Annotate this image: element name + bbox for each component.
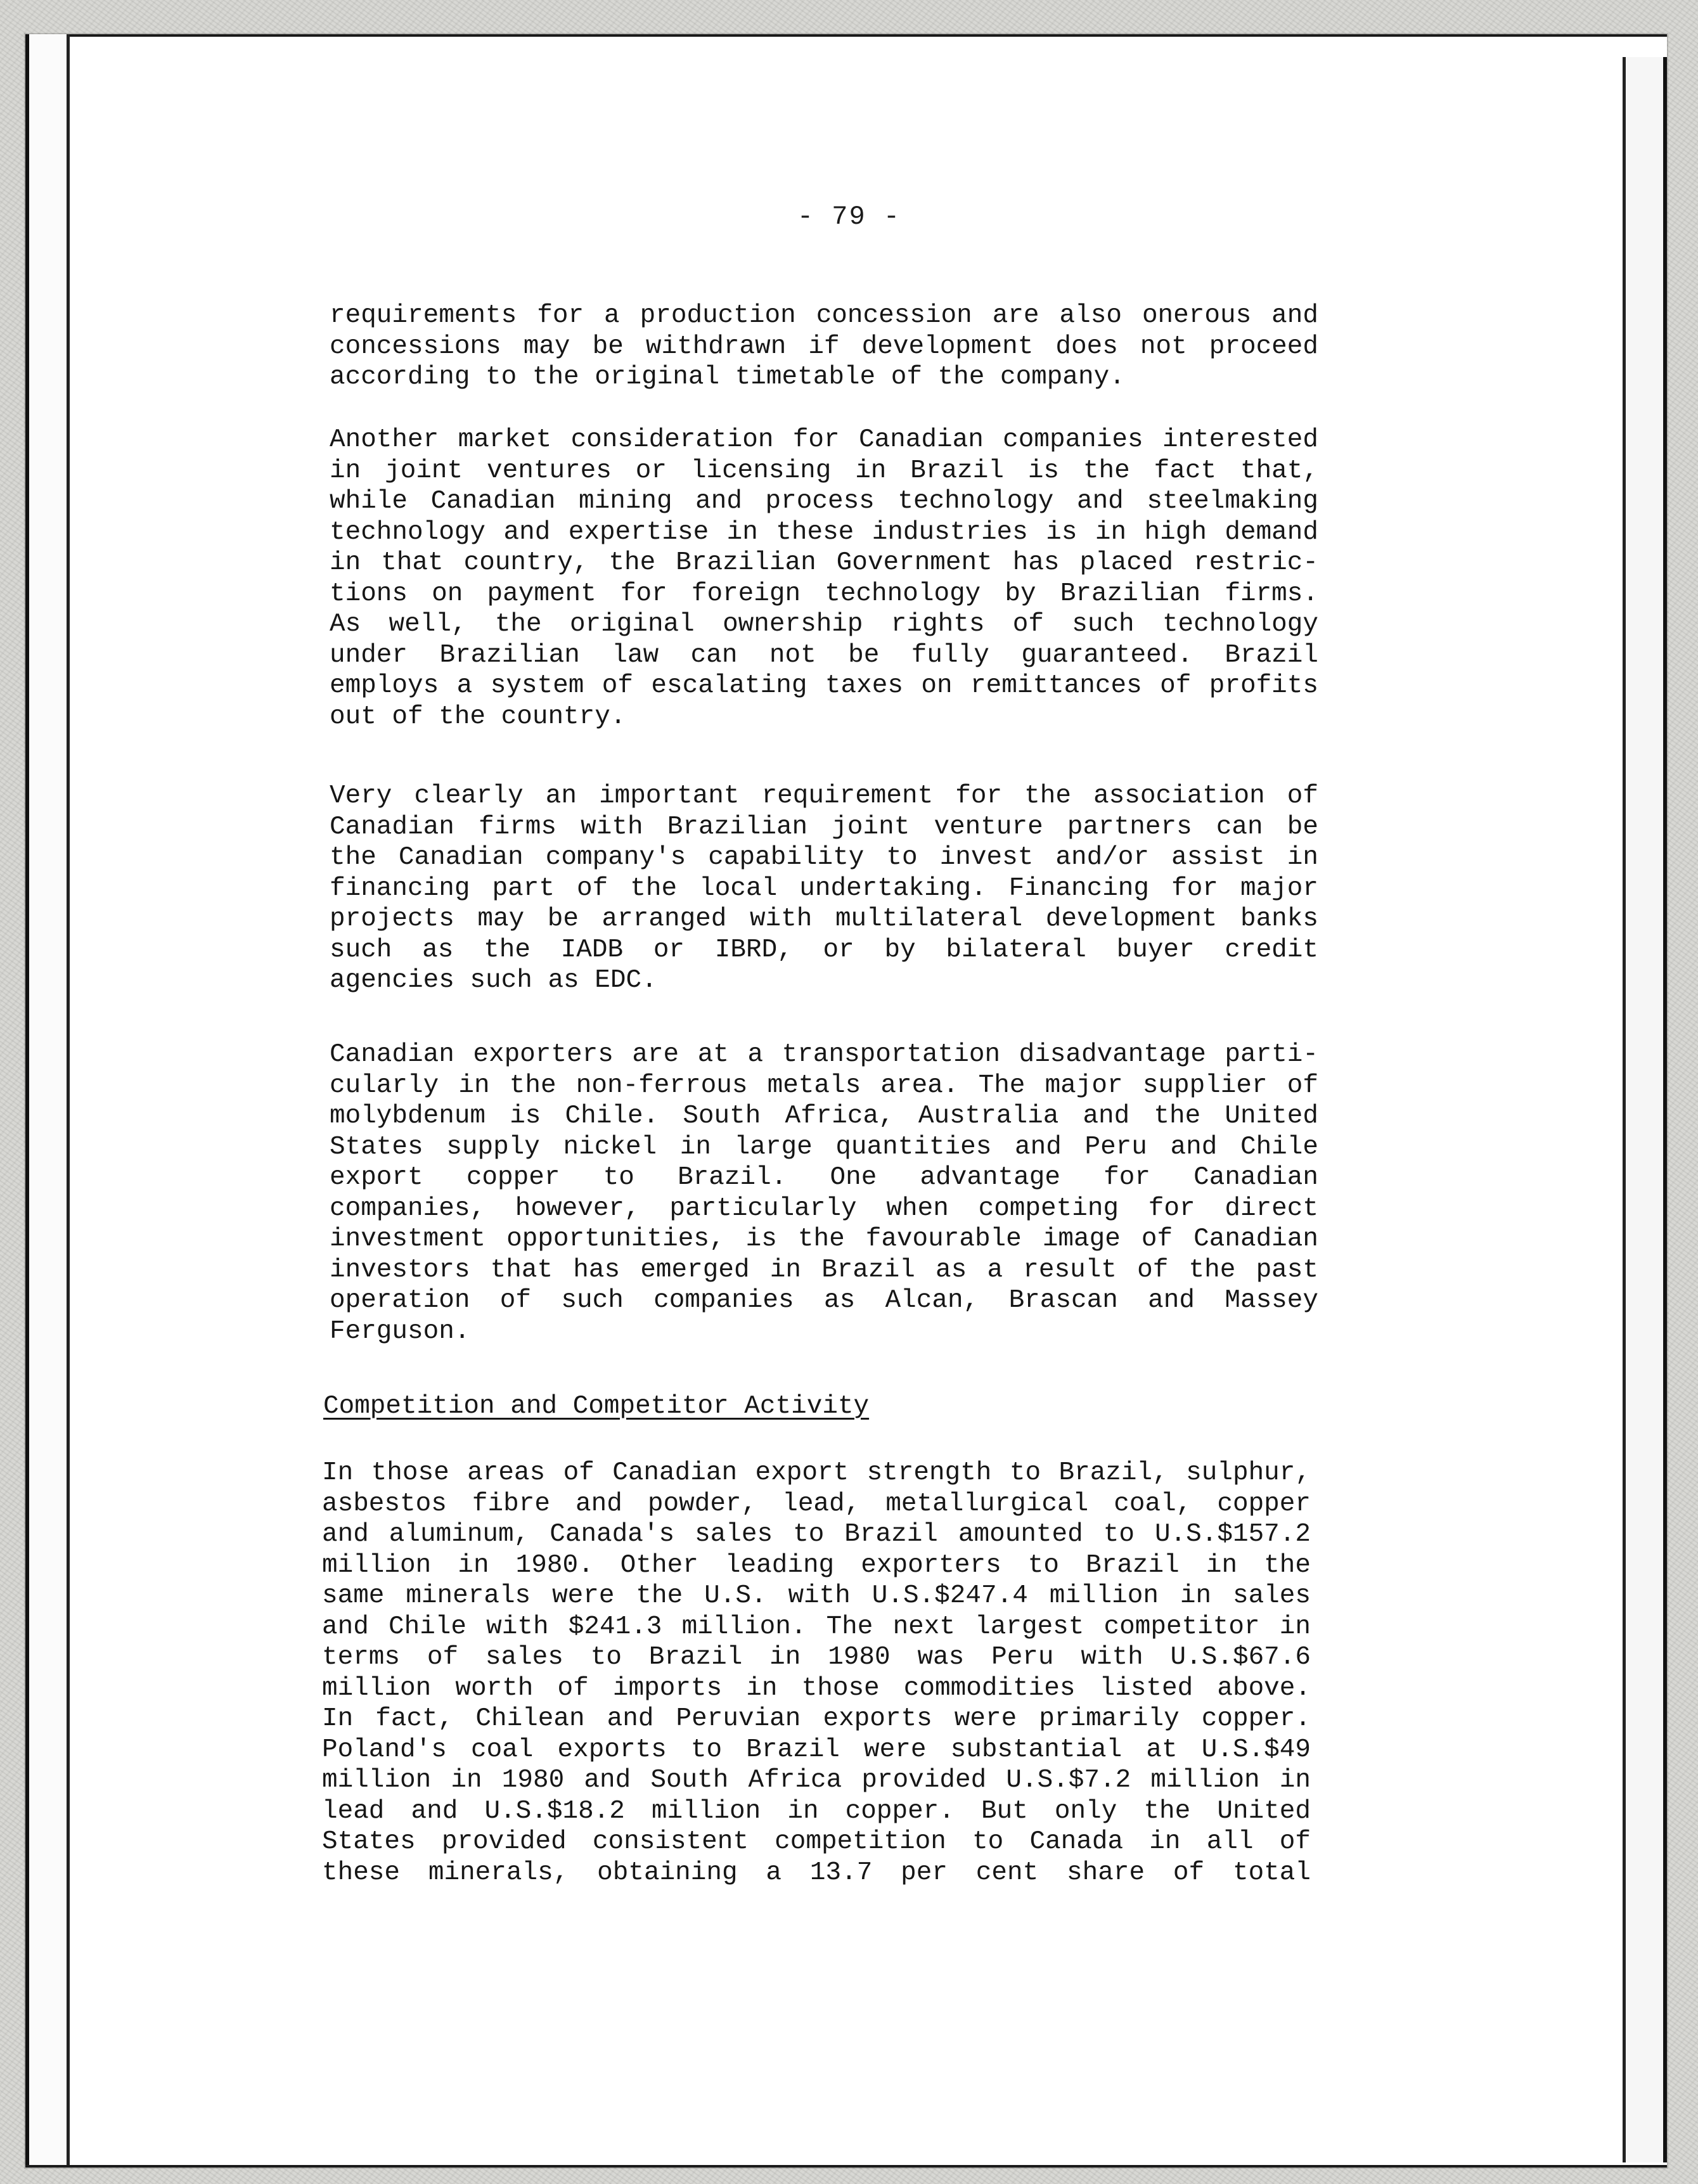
text-line: technology and expertise in these industries is in high demand [330,517,1318,547]
text-line: while Canadian mining and process technology and steelmaking [330,487,1318,516]
text-line: same minerals were the U.S. with U.S.$247.4 million in sales [322,1581,1311,1610]
text-line: Canadian firms with Brazilian joint venture partners can be [330,812,1318,842]
text-line: financing part of the local undertaking. Financing for major [330,873,1318,903]
binder-left-edge [25,34,70,2165]
text-line: under Brazilian law can not be fully guaranteed. Brazil [330,640,1318,670]
text-line: terms of sales to Brazil in 1980 was Peru with U.S.$67.6 [322,1643,1311,1672]
text-line: million in 1980. Other leading exporters to Brazil in the [322,1550,1311,1580]
paragraph-3 [330,781,1318,996]
text-line: the Canadian company's capability to invest and/or assist in [330,843,1318,872]
text-line: investment opportunities, is the favourable image of Canadian [330,1224,1318,1254]
text-line: In fact, Chilean and Peruvian exports were primarily copper. [322,1704,1311,1733]
text-line: employs a system of escalating taxes on remittances of profits [330,671,1318,700]
text-line: in joint ventures or licensing in Brazil is the fact that, [330,456,1318,485]
text-line: As well, the original ownership rights of such technology [330,610,1318,639]
text-line: asbestos fibre and powder, lead, metallurgical coal, copper [322,1489,1311,1519]
text-line: and Chile with $241.3 million. The next largest competitor in [322,1612,1311,1641]
text-line: investors that has emerged in Brazil as a result of the past [330,1255,1318,1285]
text-line: Very clearly an important requirement for the association of [330,781,1318,811]
section-heading: Competition and Competitor Activity [323,1392,870,1421]
text-line: cularly in the non-ferrous metals area. The major supplier of [330,1070,1318,1100]
text-line: companies, however, particularly when competing for direct [330,1193,1318,1223]
text-line: Another market consideration for Canadian companies interested [330,425,1318,454]
text-line: lead and U.S.$18.2 million in copper. But only the United [322,1796,1311,1826]
text-line: operation of such companies as Alcan, Brascan and Massey [330,1286,1318,1315]
text-line: Canadian exporters are at a transportation disadvantage parti- [330,1040,1318,1069]
page-number: - 79 - [797,202,901,232]
paragraph-1 [330,300,1318,393]
text-line: agencies such as EDC. [330,966,657,995]
text-line: In those areas of Canadian export strength to Brazil, sulphur, [322,1458,1311,1487]
text-line: million in 1980 and South Africa provided U.S.$7.2 million in [322,1766,1311,1795]
text-line: in that country, the Brazilian Government has placed restric- [330,548,1318,577]
text-line: Ferguson. [330,1316,470,1346]
text-line: million worth of imports in those commodities listed above. [322,1673,1311,1703]
text-line: out of the country. [330,702,626,731]
text-line: States provided consistent competition to Canada in all of [322,1827,1311,1856]
text-line: tions on payment for foreign technology by Brazilian firms. [330,579,1318,608]
text-line: requirements for a production concession are also onerous and [330,301,1318,330]
paragraph-4 [330,1039,1318,1347]
text-line: projects may be arranged with multilateral development banks [330,904,1318,934]
section-paragraph [322,1458,1311,1888]
text-line: export copper to Brazil. One advantage for Canadian [330,1163,1318,1192]
binder-right-edge [1623,57,1667,2162]
text-line: and aluminum, Canada's sales to Brazil amounted to U.S.$157.2 [322,1520,1311,1549]
text-line: these minerals, obtaining a 13.7 per cent share of total [322,1858,1311,1887]
text-line: molybdenum is Chile. South Africa, Australia and the United [330,1102,1318,1131]
text-line: Poland's coal exports to Brazil were substantial at U.S.$49 [322,1735,1311,1764]
text-line: concessions may be withdrawn if development does not proceed [330,331,1318,361]
paragraph-2 [330,425,1318,732]
text-line: States supply nickel in large quantities and Peru and Chile [330,1132,1318,1162]
text-line: according to the original timetable of the company. [330,363,1125,392]
text-line: such as the IADB or IBRD, or by bilateral buyer credit [330,935,1318,965]
